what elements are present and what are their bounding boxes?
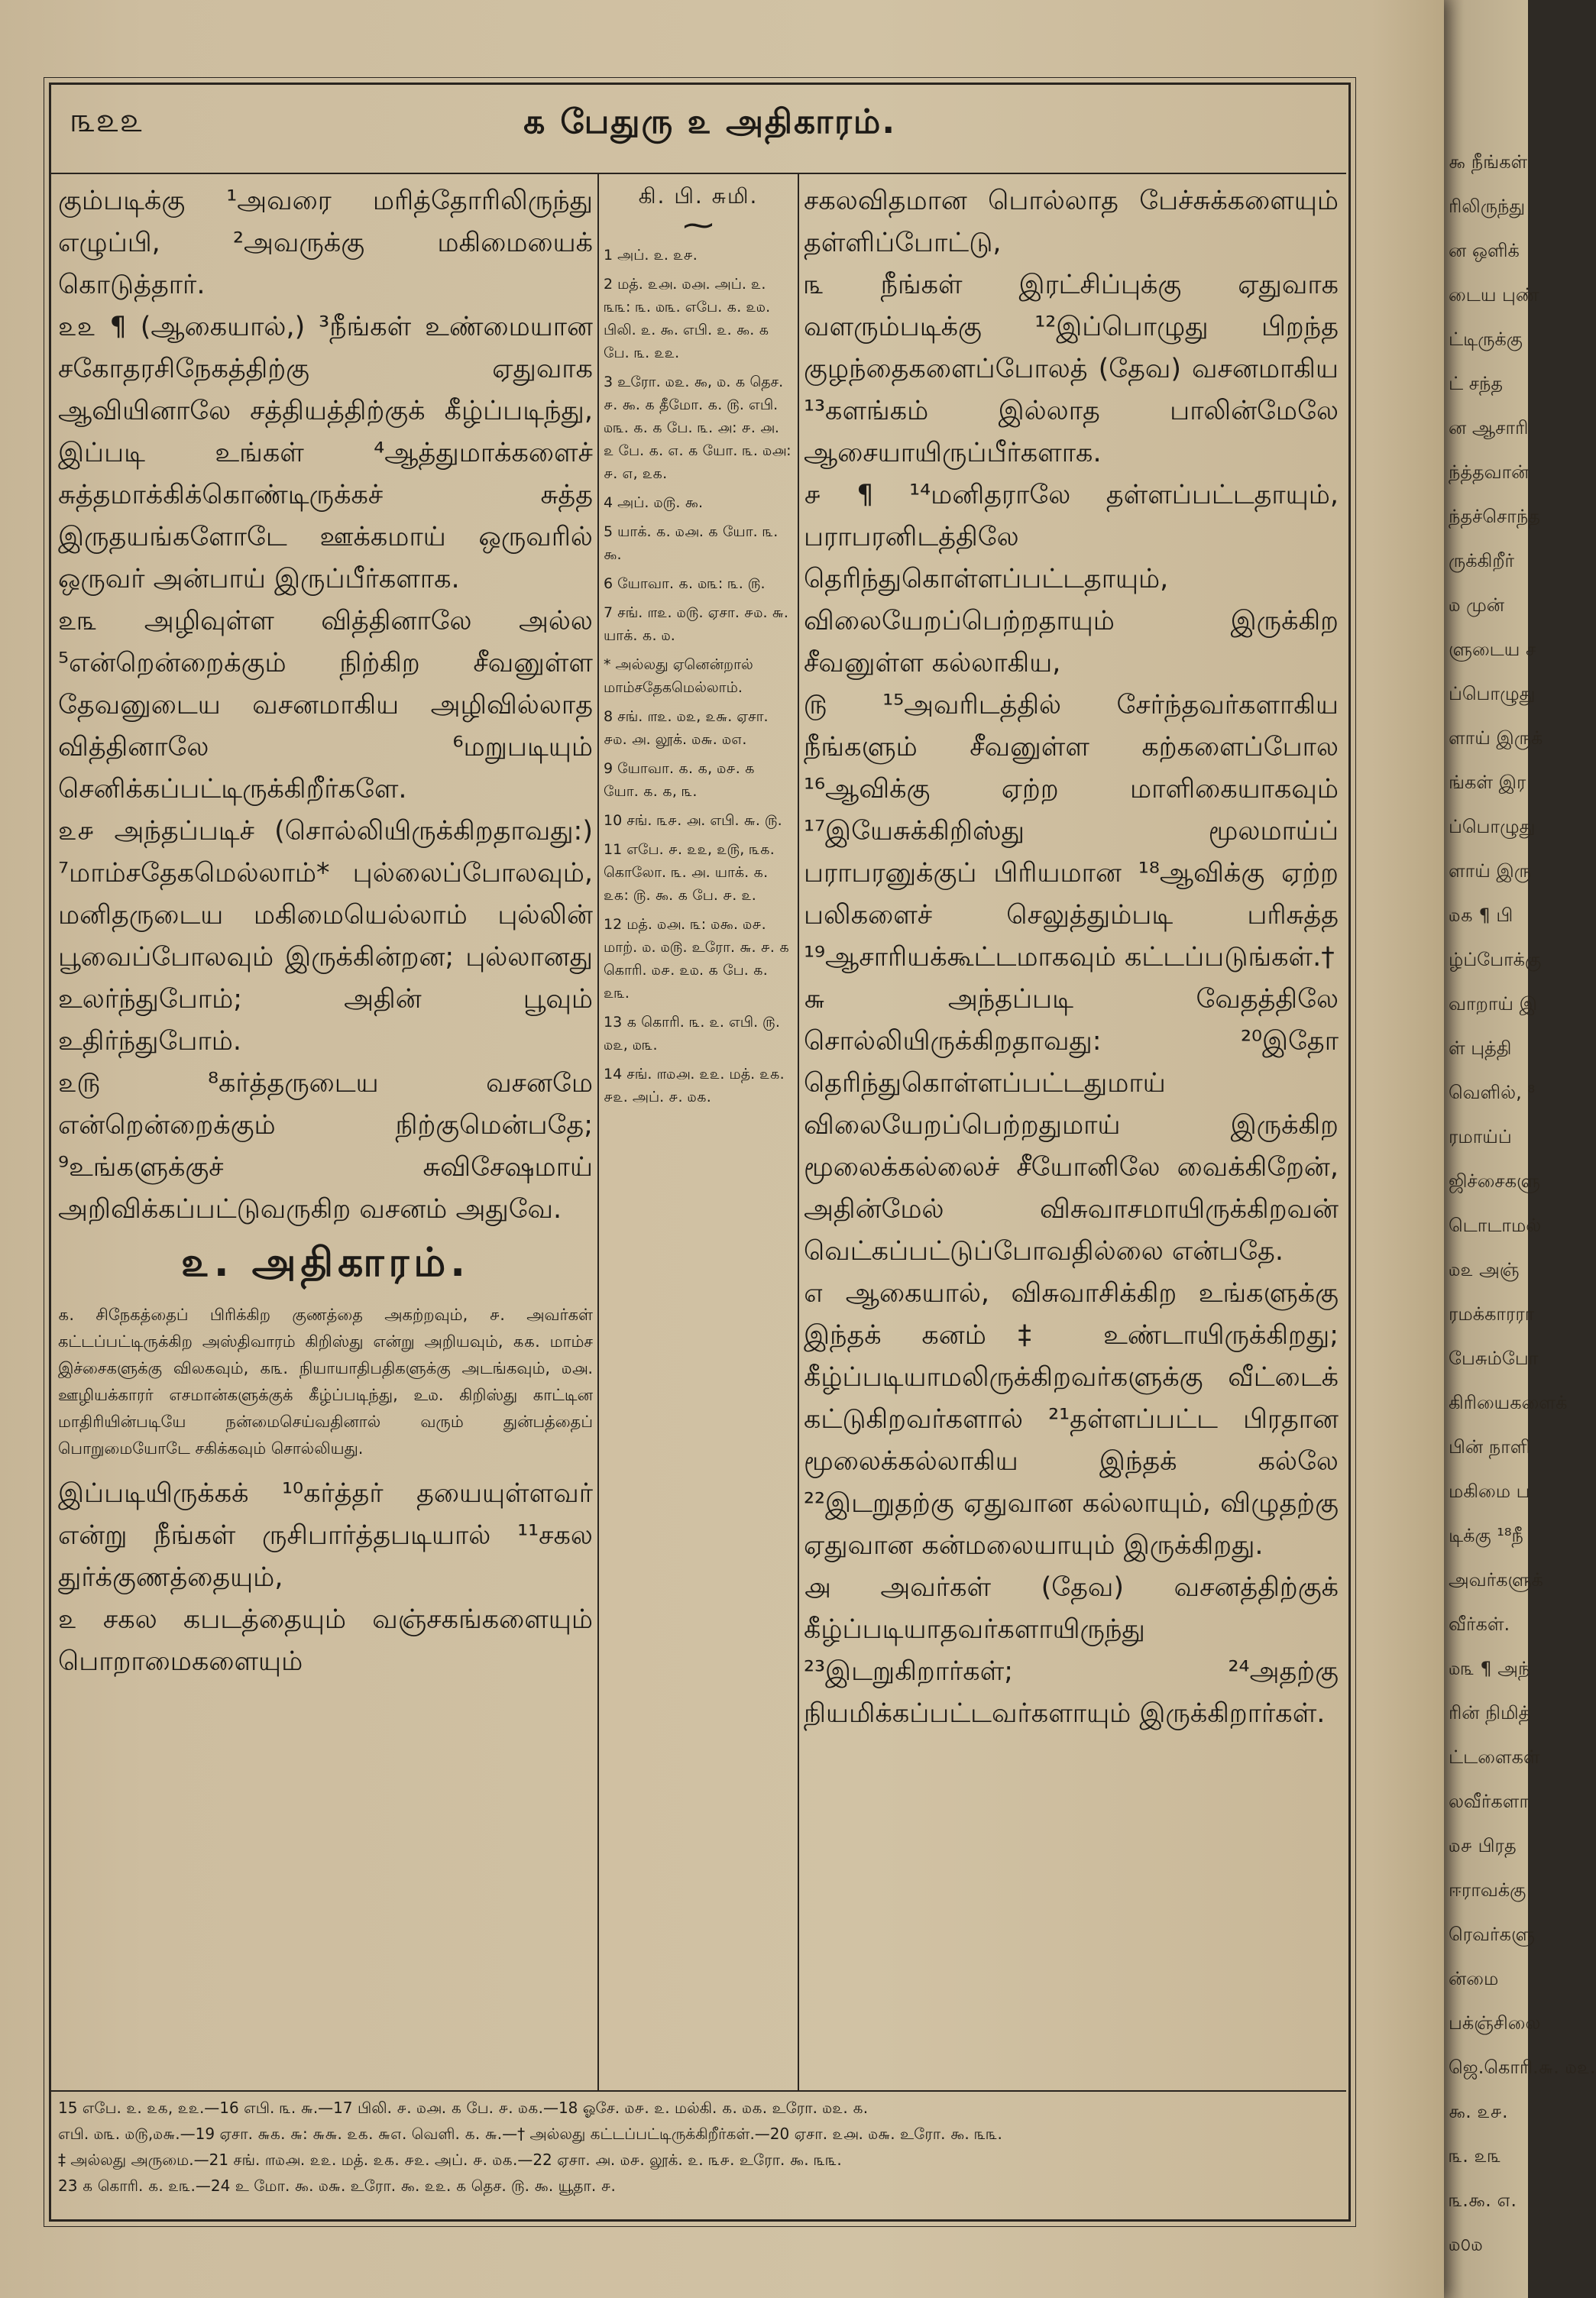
- next-page-fragment: வீர்கள்.: [1449, 1613, 1510, 1635]
- next-page-fragment: ௯. ௨௪.: [1449, 2101, 1508, 2122]
- next-page-fragment: ருக்கிறீர்: [1449, 550, 1515, 571]
- next-page-fragment: ௰௪ பிரத: [1449, 1835, 1517, 1856]
- next-page-fragment: கிரியைகளைக்: [1449, 1392, 1568, 1413]
- cross-reference: 10 சங். ௩௪. ௮. எபி. ௬. ௫.: [604, 812, 782, 829]
- header-rule: [49, 173, 1346, 174]
- next-page-fragment: ன்மை: [1449, 1968, 1499, 1989]
- page-header: [49, 101, 1346, 151]
- verse-paragraph: ௨௪ அந்தப்படிச் (சொல்லியிருக்கிறதாவது:) ⁷மாம்சதேகமெல்லாம்* புல்லைப்போலவும், மனிதருடைய மகிமையெல்லாம் புல்லின் பூவைப்போலவும் இருக்கின்றன; புல்லானது உலர்ந்துபோம்; அதின் பூவும் உதிர்ந்துபோம்.: [58, 816, 593, 1057]
- next-page-fragment: ளாய் இருக்: [1449, 727, 1543, 749]
- verse-paragraph: ௨௨ ¶ (ஆகையால்,) ³நீங்கள் உண்மையான சகோதரசிநேகத்திற்கு ஏதுவாக ஆவியினாலே சத்தியத்திற்குக் கீழ்ப்படிந்து, இப்படி உங்கள் ⁴ஆத்துமாக்களைச் சுத்தமாக்கிக்கொண்டிருக்கச் சுத்த இருதயங்களோடே ஊக்கமாய் ஒருவரில் ஒருவர் அன்பாய் இருப்பீர்களாக.: [58, 312, 593, 594]
- page-number: ௩௨௨: [70, 101, 144, 140]
- cross-reference: 8 சங். ௱௨. ௰௨, ௨௬. ஏசா. ௪௰. ௮. லூக். ௰௬. ௰௭.: [604, 708, 769, 748]
- next-page-fragment: ஜிச்சைகளு: [1449, 1170, 1540, 1192]
- next-page-fragment: ன ஒளிக்: [1449, 240, 1520, 261]
- next-page-fragment: ட் சந்த: [1449, 373, 1504, 394]
- next-page-fragment: வாறாய் இ: [1449, 993, 1537, 1015]
- next-page-fragment: வெளில், ⁸: [1449, 1082, 1535, 1103]
- next-page-fragment: ப்பொழுது: [1449, 816, 1536, 837]
- next-page-fragment: லவீர்களா: [1449, 1791, 1529, 1812]
- next-page-fragment: ட்டிருக்கு: [1449, 329, 1523, 350]
- next-page-fragment: பின் நாளி: [1449, 1436, 1531, 1458]
- chapter-summary: ௧. சிநேகத்தைப் பிரிக்கிற குணத்தை அகற்றவும், ௪. அவர்கள் கட்டப்பட்டிருக்கிற அஸ்திவாரம் கிறிஸ்து என்று அறியவும், ௧௧. மாம்ச இச்சைகளுக்கு விலகவும், ௧௩. நியாயாதிபதிகளுக்கு அடங்கவும், ௰௮. ஊழியக்காரர் எசமான்களுக்குக் கீழ்ப்படிந்து, உ௰. கிறிஸ்து காட்டின மாதிரியின்படியே நன்மைசெய்வதினால் வரும் துன்பத்தைப் பொறுமையோடே சகிக்கவும் சொல்லியது.: [58, 1306, 593, 1458]
- next-page-fragment: ங்கள் இர: [1449, 772, 1526, 793]
- verse-paragraph: ௪ ¶ ¹⁴மனிதராலே தள்ளப்பட்டதாயும், பராபரனிடத்திலே தெரிந்துகொள்ளப்பட்டதாயும், விலையேறப்பெற்றதாயும் இருக்கிற சீவனுள்ள கல்லாகிய,: [804, 480, 1339, 678]
- verse-paragraph: ௮ அவர்கள் (தேவ) வசனத்திற்குக் கீழ்ப்படியாதவர்களாயிருந்து ²³இடறுகிறார்கள்; ²⁴அதற்கு நியமிக்கப்பட்டவர்களாயும் இருக்கிறார்கள்.: [804, 1572, 1339, 1729]
- verse-paragraph: ௬ அந்தப்படி வேதத்திலே சொல்லியிருக்கிறதாவது: ²⁰இதோ தெரிந்துகொள்ளப்பட்டதுமாய் விலையேறப்பெற்றதுமாய் இருக்கிற மூலைக்கல்லைச் சீயோனிலே வைக்கிறேன், அதின்மேல் விசுவாசமாயிருக்கிறவன் வெட்கப்பட்டுப்போவதில்லை என்பதே.: [804, 984, 1339, 1267]
- next-page-fragment: ள் புத்தி: [1449, 1037, 1512, 1059]
- next-page-fragment: டொடாமல்: [1449, 1215, 1542, 1236]
- footnote-line: ‡ அல்லது அருமை.—21 சங். ௱௰௮. ௨௨. மத். ௨௧. ௪௨. அப். ௪. ௰௧.—22 ஏசா. ௮. ௰௪. லூக். ௨. ௩௪. உரோ. ௯. ௩௩.: [58, 2151, 842, 2169]
- next-page-fragment: ப்பொழுது: [1449, 683, 1536, 704]
- verse-paragraph: இப்படியிருக்கக் ¹⁰கர்த்தர் தயையுள்ளவர் என்று நீங்கள் ருசிபார்த்தபடியால் ¹¹சகல துர்க்குணத்தையும்,: [58, 1478, 593, 1593]
- next-page-fragment: ரிலிருந்து: [1449, 196, 1526, 217]
- cross-reference: 6 யோவா. ௧. ௰௩: ௩. ௫.: [604, 575, 766, 592]
- next-page-fragment: ௰ முன்: [1449, 594, 1505, 616]
- reference-column-title: கி. பி. சுமி.: [638, 183, 759, 209]
- verse-paragraph: ௫ ¹⁵அவரிடத்தில் சேர்ந்தவர்களாகிய நீங்களும் சீவனுள்ள கற்களைப்போல ¹⁶ஆவிக்கு ஏற்ற மாளிகையாகவும் ¹⁷இயேசுக்கிறிஸ்து மூலமாய்ப் பராபரனுக்குப் பிரியமான ¹⁸ஆவிக்கு ஏற்ற பலிகளைச் செலுத்தும்படி பரிசுத்த ¹⁹ஆசாரியக்கூட்டமாகவும் கட்டப்படுங்கள்.†: [804, 690, 1339, 973]
- next-page-fragment: பேசும்போ: [1449, 1348, 1539, 1369]
- next-page-fragment: ரமாய்ப்: [1449, 1126, 1512, 1147]
- next-page-fragment: மகிமை ப: [1449, 1481, 1530, 1502]
- cross-reference: * அல்லது ஏனென்றால் மாம்சதேகமெல்லாம்.: [604, 656, 753, 696]
- verse-paragraph: ௨ சகல கபடத்தையும் வஞ்சகங்களையும் பொறாமைகளையும்: [58, 1604, 593, 1677]
- next-page-fragment: ட்டளைகள்: [1449, 1746, 1540, 1768]
- verse-paragraph: ௩ நீங்கள் இரட்சிப்புக்கு ஏதுவாக வளரும்படிக்கு ¹²இப்பொழுது பிறந்த குழந்தைகளைப்போலத் (தேவ) வசனமாகிய ¹³களங்கம் இல்லாத பாலின்மேலே ஆசையாயிருப்பீர்களாக.: [804, 270, 1339, 468]
- next-page-fragment: ௯ நீங்கள்: [1449, 151, 1528, 173]
- next-page-fragment: ன ஆசாரி: [1449, 417, 1529, 439]
- next-page-fragment: ௰௦௰: [1449, 2234, 1483, 2255]
- cross-reference: 13 ௧ கொரி. ௩. ௨. எபி. ௫. ௰௨, ௰௩.: [604, 1014, 780, 1054]
- next-page-fragment: ரின் நிமித்: [1449, 1702, 1531, 1724]
- chapter-heading: ௨. அதிகாரம்.: [181, 1240, 470, 1286]
- column-divider-left: [597, 173, 599, 2090]
- verse-paragraph: ௨௫ ⁸கர்த்தருடைய வசனமே என்றென்றைக்கும் நிற்குமென்பதே; ⁹உங்களுக்குச் சுவிசேஷமாய் அறிவிக்கப்பட்டுவருகிற வசனம் அதுவே.: [58, 1068, 593, 1225]
- next-page-fragment: டிக்கு ¹⁸நீ: [1449, 1525, 1523, 1546]
- cross-reference: 12 மத். ௰௮. ௩: ௰௯. ௰௪. மாற். ௰. ௰௫. உரோ. ௬. ௪. ௧ கொரி. ௰௪. ௨௰. ௧ பே. ௧. ௨௩.: [604, 916, 789, 1002]
- cross-reference: 9 யோவா. ௧. ௧, ௰௪. ௧ யோ. ௧. ௧, ௩.: [604, 760, 755, 800]
- next-page-fragment: ளாய் இரு: [1449, 860, 1531, 882]
- swash-ornament: ⁓: [683, 208, 714, 243]
- reference-column: [604, 180, 793, 1115]
- next-page-fragment: ௰௩ ¶ அந்: [1449, 1658, 1530, 1679]
- footnote-line: எபி. ௰௩. ௰௫,௰௬.—19 ஏசா. ௬௧. ௬: ௬௬. ௨௧. ௬௭. வெளி. ௧. ௬.—† அல்லது கட்டப்பட்டிருக்கிறீர்கள்.—20 ஏசா. ௨௮. ௰௬. உரோ. ௯. ௩௩.: [58, 2125, 1002, 2143]
- next-page-fragment: ௩. ௨௩: [1449, 2145, 1501, 2167]
- next-page-fragment: ந்த்தவான்: [1449, 461, 1530, 483]
- next-page-fragment: ழ்ப்போக்கு: [1449, 949, 1542, 970]
- next-page-fragment: ரெவர்களு: [1449, 1924, 1535, 1945]
- footnote-rule: [49, 2090, 1346, 2092]
- verse-paragraph: சகலவிதமான பொல்லாத பேச்சுக்களையும் தள்ளிப்போட்டு,: [804, 186, 1339, 258]
- next-page-fragment: ந்தச்சொந்த: [1449, 506, 1540, 527]
- next-page-strip: [1442, 0, 1596, 2298]
- verse-paragraph: ௭ ஆகையால், விசுவாசிக்கிற உங்களுக்கு இந்தக் கனம்‡ உண்டாயிருக்கிறது; கீழ்ப்படியாமலிருக்கிறவர்களுக்கு வீட்டைக் கட்டுகிறவர்களால் ²¹தள்ளப்பட்ட பிரதான மூலைக்கல்லாகிய இந்தக் கல்லே ²²இடறுதற்கு ஏதுவான கல்லாயும், விழுதற்கு ஏதுவான கன்மலையாயும் இருக்கிறது.: [804, 1278, 1339, 1561]
- footnotes: [58, 2095, 1342, 2199]
- footnote-line: 15 எபே. ௨. ௨௧, ௨௨.—16 எபி. ௩. ௬.—17 பிலி. ௪. ௰௮. ௧ பே. ௪. ௰௧.—18 ஓசே. ௰௪. ௨. மல்கி. ௧. ௰௧. உரோ. ௰௨. ௧.: [58, 2099, 869, 2117]
- cross-reference: 3 உரோ. ௰௨. ௯, ௰. ௧ தெச. ௪. ௯. ௧ தீமோ. ௧. ௫. எபி. ௰௩. ௧. ௧ பே. ௩. ௮: ௪. ௮. ௨ பே. ௧. ௭. ௧ யோ. ௩. ௰௮: ௪. ௭, ௨௧.: [604, 374, 792, 482]
- next-page-fragment: டைய புண்: [1449, 284, 1539, 306]
- next-page-fragment: ௩.௯. ௭.: [1449, 2190, 1517, 2211]
- next-page-fragment: ௰௧ ¶ பி: [1449, 905, 1513, 926]
- next-page-fragment: ௰௨ அஞ்: [1449, 1259, 1520, 1280]
- next-page-fragment: ளுடைய ச: [1449, 639, 1536, 660]
- cross-reference: 7 சங். ௱௨. ௰௫. ஏசா. ௪௰. ௬. யாக். ௧. ௰.: [604, 604, 788, 644]
- cross-reference: 1 அப். ௨. ௨௪.: [604, 247, 698, 264]
- next-page-fragment: பக்ஞ்சிலை: [1449, 2012, 1541, 2034]
- right-column: [804, 180, 1339, 1735]
- next-page-fragment: ஈராவக்கு: [1449, 1879, 1526, 1901]
- left-column: [58, 180, 593, 1683]
- cross-reference: 2 மத். ௨௮. ௰௮. அப். ௨. ௩௩: ௩. ௰௩. எபே. ௧. ௨௰. பிலி. ௨. ௯. எபி. ௨. ௯. ௧ பே. ௩. ௨௨.: [604, 276, 771, 361]
- next-page-fragment: ஜெ.கொரி.௬. ௰௨.: [1449, 2057, 1596, 2078]
- verse-paragraph: கும்படிக்கு ¹அவரை மரித்தோரிலிருந்து எழுப்பி, ²அவருக்கு மகிமையைக் கொடுத்தார்.: [58, 186, 593, 300]
- next-page-fragment: ரமக்காரரா: [1449, 1303, 1535, 1325]
- reference-list: [604, 244, 793, 1109]
- footnote-line: 23 ௧ கொரி. ௧. ௨௩.—24 உ மோ. ௯. ௰௬. உரோ. ௯. ௨௨. ௧ தெச. ௫. ௯. யூதா. ௪.: [58, 2177, 616, 2195]
- cross-reference: 5 யாக். ௧. ௰௮. ௧ யோ. ௩. ௯.: [604, 523, 779, 563]
- cross-reference: 14 சங். ௱௰௮. ௨௨. மத். ௨௧. ௪௨. அப். ௪. ௰௧.: [604, 1066, 785, 1105]
- next-page-fragment: அவர்களுக்: [1449, 1569, 1543, 1591]
- verse-paragraph: ௨௩ அழிவுள்ள வித்தினாலே அல்ல ⁵என்றென்றைக்கும் நிற்கிற சீவனுள்ள தேவனுடைய வசனமாகிய அழிவில்லாத வித்தினாலே ⁶மறுபடியும் செனிக்கப்பட்டிருக்கிறீர்களே.: [58, 606, 593, 804]
- cross-reference: 11 எபே. ௪. ௨௨, ௨௫, ௩௧. கொலோ. ௩. ௮. யாக். ௧. ௨௧: ௫. ௯. ௧ பே. ௪. ௨.: [604, 841, 775, 904]
- column-divider-right: [798, 173, 799, 2090]
- running-title: ௧ பேதுரு ௨ அதிகாரம்.: [523, 102, 897, 141]
- cross-reference: 4 அப். ௰௫. ௯.: [604, 494, 704, 511]
